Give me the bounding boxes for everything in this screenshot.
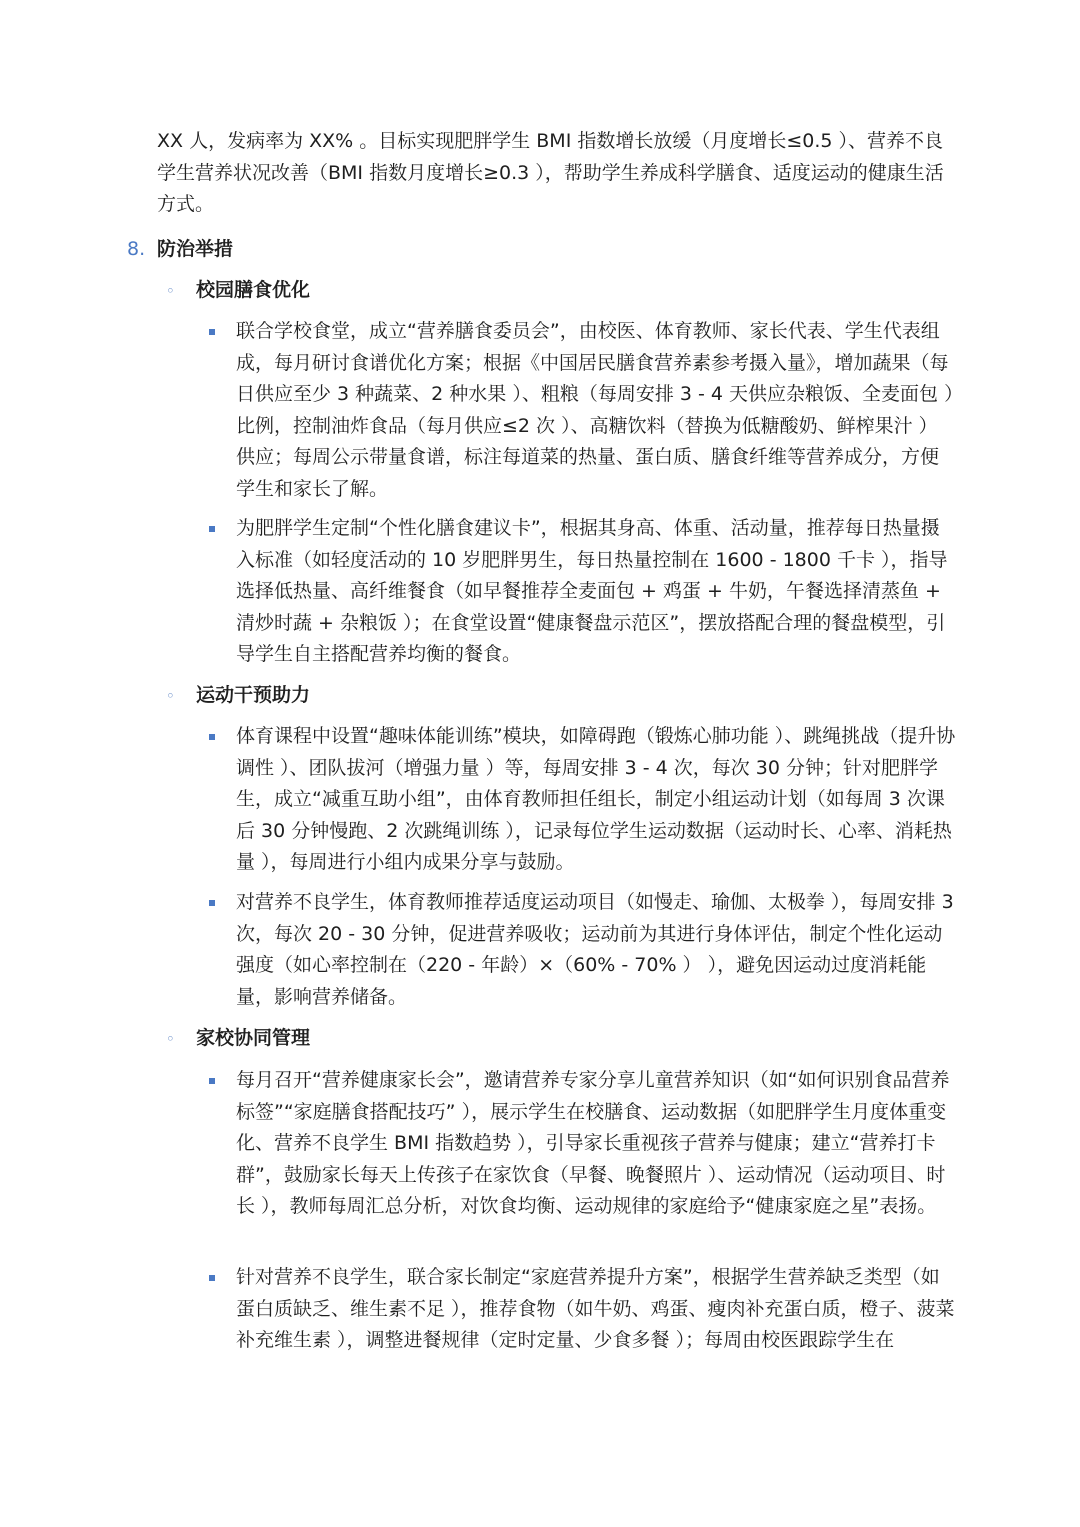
list-item: [236, 887, 956, 1013]
circle-bullet-icon: ◦: [166, 282, 175, 300]
square-bullet-icon: [209, 734, 215, 740]
intro-paragraph: XX 人，发病率为 XX% 。目标实现肥胖学生 BMI 指数增长放缓（月度增长≤0.5 ）、营养不良学生营养状况改善（BMI 指数月度增长≥0.3 ），帮助学生养成科学膳食、适度运动的健康生活方式。: [157, 130, 944, 215]
square-bullet-icon: [209, 900, 215, 906]
subsection-heading: [166, 680, 966, 712]
list-item: [236, 513, 956, 671]
list-item: [236, 721, 956, 879]
square-bullet-icon: [209, 1078, 215, 1084]
list-item-text: 联合学校食堂，成立“营养膳食委员会”，由校医、体育教师、家长代表、学生代表组成，每月研讨食谱优化方案；根据《中国居民膳食营养素参考摄入量》，增加蔬果（每日供应至少 3 种蔬菜、2 种水果 ）、粗粮（每周安排 3 - 4 天供应杂粮饭、全麦面包 ）比例，控制油炸食品（每月供应≤2 次 ）、高糖饮料（替换为低糖酸奶、鲜榨果汁 ）供应；每周公示带量食谱，标注每道菜的热量、蛋白质、膳食纤维等营养成分，方便学生和家长了解。: [236, 320, 954, 500]
list-item: [236, 1262, 956, 1357]
square-bullet-icon: [209, 526, 215, 532]
section-number: 8.: [127, 238, 146, 260]
subsection-title: 家校协同管理: [196, 1027, 311, 1049]
subsection-title: 校园膳食优化: [196, 279, 311, 301]
list-item-text: 对营养不良学生，体育教师推荐适度运动项目（如慢走、瑜伽、太极拳 ），每周安排 3 次，每次 20 - 30 分钟，促进营养吸收；运动前为其进行身体评估，制定个性化运动强度（如心率控制在（220 - 年龄）×（60% - 70% ） ），避免因运动过度消耗能量，影响营养储备。: [236, 891, 954, 1008]
section-title: 防治举措: [157, 238, 234, 260]
circle-bullet-icon: ◦: [166, 1030, 175, 1048]
list-item-text: 针对营养不良学生，联合家长制定“家庭营养提升方案”，根据学生营养缺乏类型（如蛋白质缺乏、维生素不足 ），推荐食物（如牛奶、鸡蛋、瘦肉补充蛋白质，橙子、菠菜补充维生素 ），调整进餐规律（定时定量、少食多餐 ）；每周由校医跟踪学生在: [236, 1266, 955, 1351]
list-item-text: 每月召开“营养健康家长会”，邀请营养专家分享儿童营养知识（如“如何识别食品营养标签”“家庭膳食搭配技巧” ），展示学生在校膳食、运动数据（如肥胖学生月度体重变化、营养不良学生 BMI 指数趋势 ），引导家长重视孩子营养与健康；建立“营养打卡群”，鼓励家长每天上传孩子在家饮食（早餐、晚餐照片 ）、运动情况（运动项目、时长 ），教师每周汇总分析，对饮食均衡、运动规律的家庭给予“健康家庭之星”表扬。: [236, 1069, 950, 1217]
square-bullet-icon: [209, 1275, 215, 1281]
subsection-heading: [166, 275, 966, 307]
circle-bullet-icon: ◦: [166, 687, 175, 705]
list-item: [236, 1065, 956, 1223]
list-item-text: 体育课程中设置“趣味体能训练”模块，如障碍跑（锻炼心肺功能 ）、跳绳挑战（提升协调性 ）、团队拔河（增强力量 ）等，每周安排 3 - 4 次，每次 30 分钟；针对肥胖学生，成立“减重互助小组”，由体育教师担任组长，制定小组运动计划（如每周 3 次课后 30 分钟慢跑、2 次跳绳训练 ），记录每位学生运动数据（运动时长、心率、消耗热量 ），每周进行小组内成果分享与鼓励。: [236, 725, 956, 873]
section-heading: [127, 234, 967, 265]
subsection-title: 运动干预助力: [196, 684, 311, 706]
list-item: [236, 316, 956, 505]
subsection-heading: [166, 1023, 966, 1055]
list-item-text: 为肥胖学生定制“个性化膳食建议卡”，根据其身高、体重、活动量，推荐每日热量摄入标准（如轻度活动的 10 岁肥胖男生，每日热量控制在 1600 - 1800 千卡 ），指导选择低热量、高纤维餐食（如早餐推荐全麦面包 + 鸡蛋 + 牛奶，午餐选择清蒸鱼 + 清炒时蔬 + 杂粮饭 ）；在食堂设置“健康餐盘示范区”，摆放搭配合理的餐盘模型，引导学生自主搭配营养均衡的餐食。: [236, 517, 948, 665]
square-bullet-icon: [209, 329, 215, 335]
